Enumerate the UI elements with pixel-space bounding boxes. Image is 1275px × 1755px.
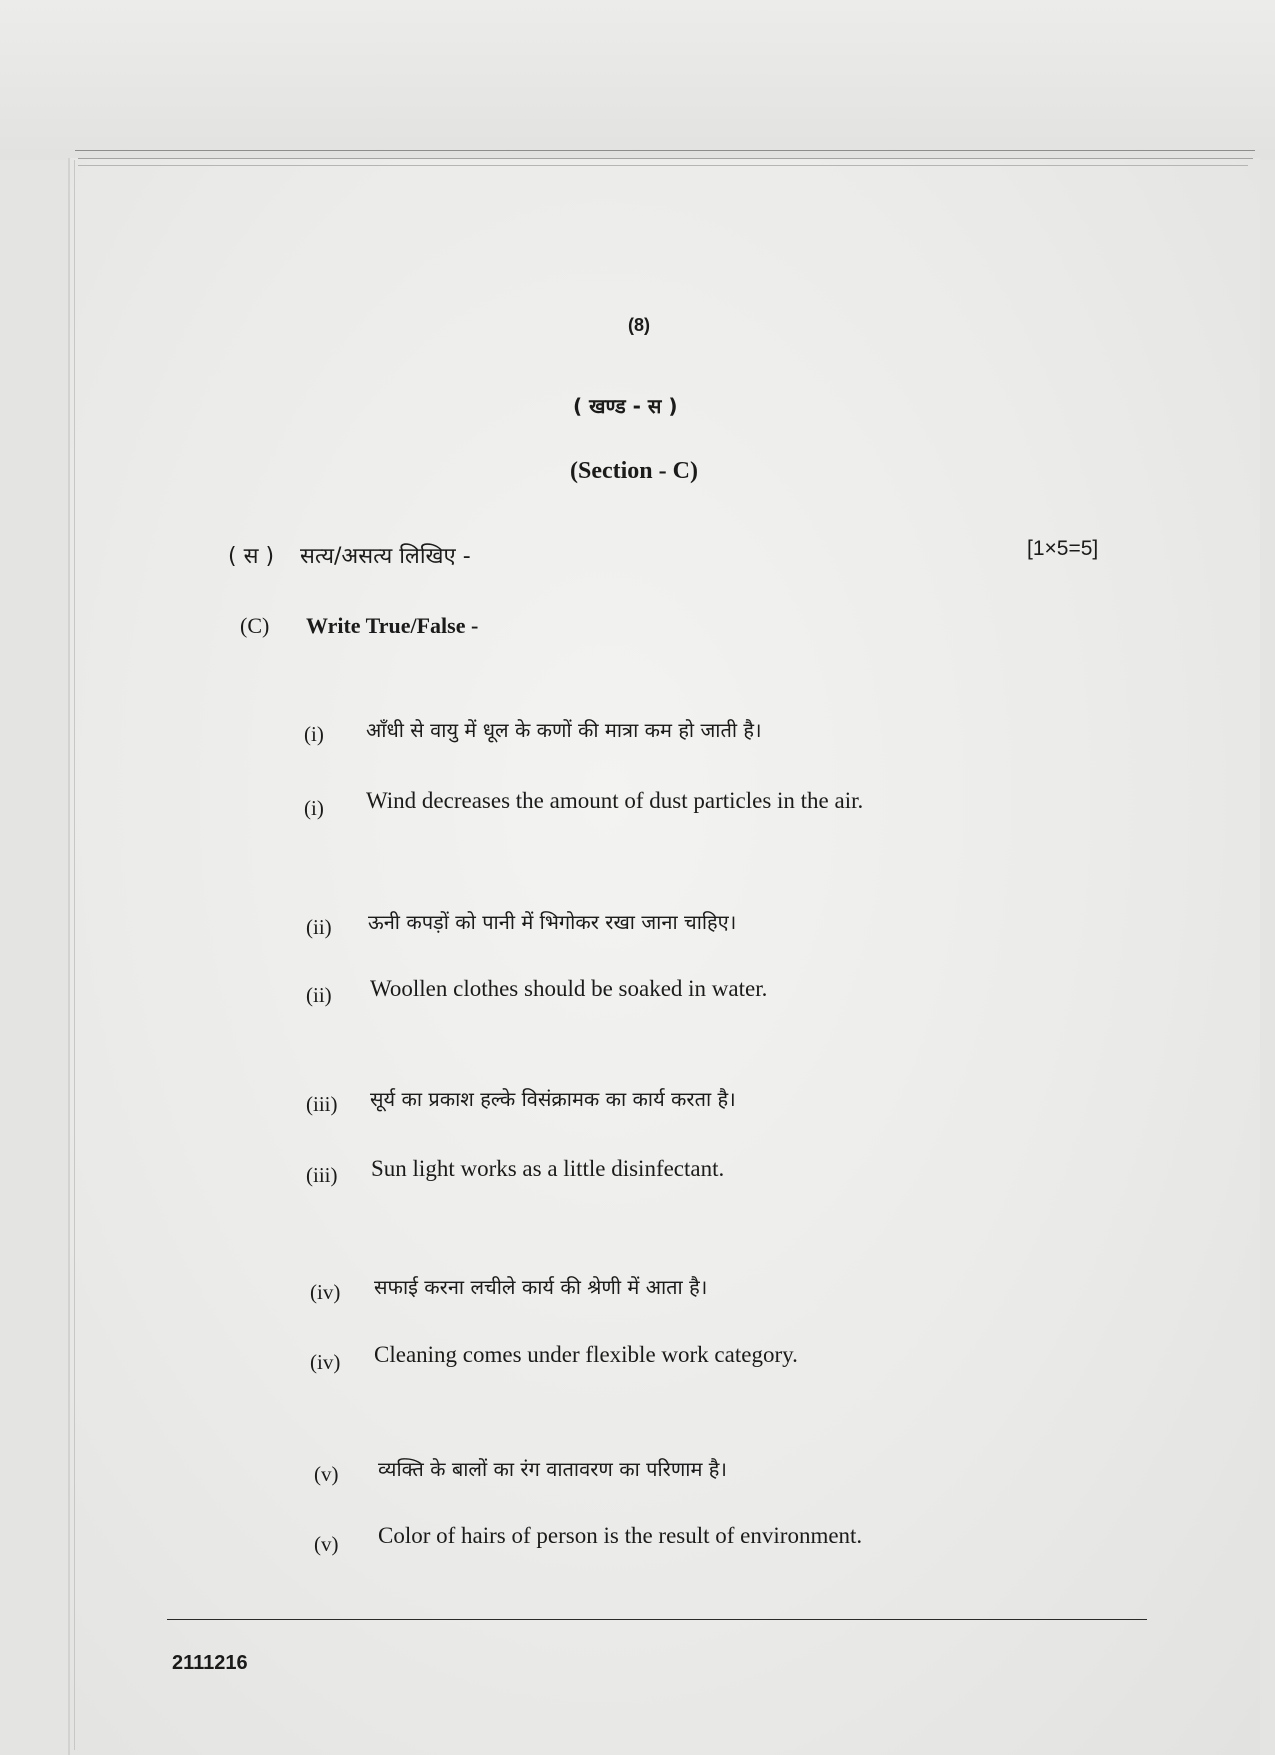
part-label-hindi: ( स ) bbox=[228, 544, 275, 569]
question-text-hindi: आँधी से वायु में धूल के कणों की मात्रा कम हो जाती है। bbox=[366, 718, 762, 742]
question-number: (i) bbox=[304, 796, 324, 820]
section-title-hindi: ( खण्ड - स ) bbox=[573, 394, 678, 418]
question-text-hindi: सूर्य का प्रकाश हल्के विसंक्रामक का कार्य करता है। bbox=[370, 1087, 736, 1111]
question-text-english: Color of hairs of person is the result of environment. bbox=[378, 1523, 863, 1548]
page-edge-line bbox=[78, 165, 1248, 166]
question-number: (ii) bbox=[306, 983, 332, 1007]
part-instruction-english: Write True/False - bbox=[306, 613, 479, 638]
question-number: (ii) bbox=[306, 915, 332, 939]
question-number: (v) bbox=[314, 1462, 339, 1486]
page-edge-line bbox=[78, 158, 1253, 159]
part-instruction-hindi: सत्य/असत्य लिखिए - bbox=[300, 544, 471, 569]
question-number: (iii) bbox=[306, 1163, 338, 1187]
footer-rule bbox=[167, 1619, 1147, 1620]
question-number: (iv) bbox=[310, 1350, 341, 1374]
question-text-english: Sun light works as a little disinfectant. bbox=[371, 1156, 725, 1181]
page-edge-line bbox=[75, 150, 1255, 151]
paper-code: 2111216 bbox=[172, 1652, 248, 1674]
part-label-english: (C) bbox=[240, 613, 270, 638]
question-text-english: Cleaning comes under flexible work category. bbox=[374, 1342, 798, 1367]
section-title-english: (Section - C) bbox=[570, 458, 698, 484]
page-left-edge bbox=[74, 160, 75, 1750]
scan-background bbox=[0, 0, 1275, 160]
question-text-hindi: व्यक्ति के बालों का रंग वातावरण का परिणाम है। bbox=[378, 1457, 727, 1481]
question-text-english: Wind decreases the amount of dust particles in the air. bbox=[366, 788, 864, 813]
question-text-hindi: सफाई करना लचीले कार्य की श्रेणी में आता है। bbox=[374, 1275, 708, 1299]
question-number: (iii) bbox=[306, 1092, 338, 1116]
question-text-english: Woollen clothes should be soaked in water. bbox=[370, 976, 768, 1001]
page-number: (8) bbox=[628, 315, 650, 335]
question-number: (v) bbox=[314, 1532, 339, 1556]
question-number: (i) bbox=[304, 722, 324, 746]
marks-allocation: [1×5=5] bbox=[1027, 537, 1099, 560]
question-text-hindi: ऊनी कपड़ों को पानी में भिगोकर रखा जाना चाहिए। bbox=[368, 910, 737, 934]
question-number: (iv) bbox=[310, 1280, 341, 1304]
